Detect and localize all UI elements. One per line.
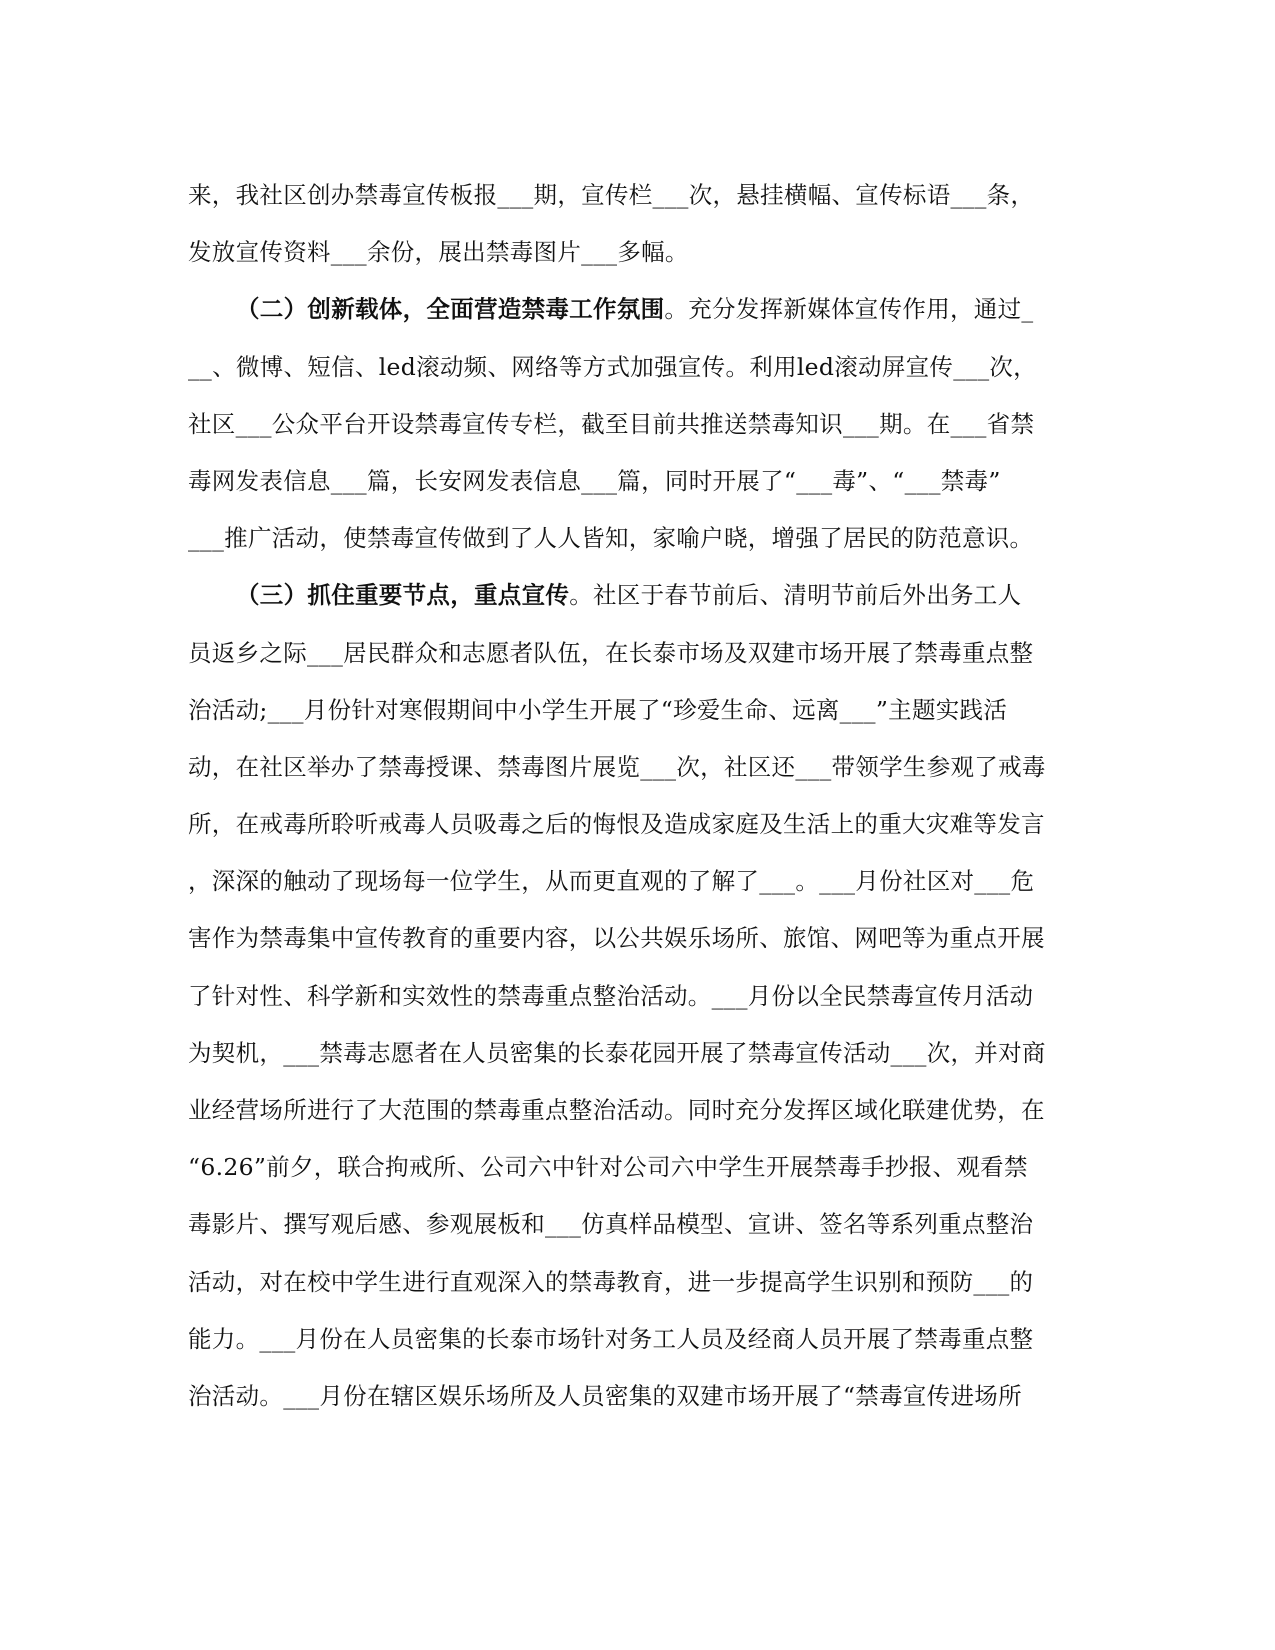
text-line: 能力。___月份在人员密集的长泰市场针对务工人员及经商人员开展了禁毒重点整 [188,1324,1034,1353]
text-line: 治活动;___月份针对寒假期间中小学生开展了“珍爱生命、远离___”主题实践活 [188,695,1008,724]
text-line: 所，在戒毒所聆听戒毒人员吸毒之后的悔恨及造成家庭及生活上的重大灾难等发言 [188,810,1045,839]
text-line: 员返乡之际___居民群众和志愿者队伍，在长泰市场及双建市场开展了禁毒重点整 [188,638,1034,667]
text-line: 害作为禁毒集中宣传教育的重要内容，以公共娱乐场所、旅馆、网吧等为重点开展 [188,924,1045,953]
section-3-text: 。社区于春节前后、清明节前后外出务工人 [569,581,1022,610]
text-line: 治活动。___月份在辖区娱乐场所及人员密集的双建市场开展了“禁毒宣传进场所 [188,1381,1022,1410]
section-3-heading: （三）抓住重要节点，重点宣传 [236,581,570,610]
text-line: 活动，对在校中学生进行直观深入的禁毒教育，进一步提高学生识别和预防___的 [188,1267,1034,1296]
section-2-heading: （二）创新载体，全面营造禁毒工作氛围 [236,295,665,324]
text-line: __、微博、短信、led滚动频、网络等方式加强宣传。利用led滚动屏宣传___次， [188,352,1037,381]
text-line: 来，我社区创办禁毒宣传板报___期，宣传栏___次，悬挂横幅、宣传标语___条， [188,181,1035,209]
text-line: “6.26”前夕，联合拘戒所、公司六中针对公司六中学生开展禁毒手抄报、观看禁 [188,1153,1028,1182]
text-line: 发放宣传资料___余份，展出禁毒图片___多幅。 [188,238,689,267]
text-line: 动，在社区举办了禁毒授课、禁毒图片展览___次，社区还___带领学生参观了戒毒 [188,752,1046,781]
document-body [188,167,1088,1425]
text-line: 业经营场所进行了大范围的禁毒重点整治活动。同时充分发挥区域化联建优势，在 [188,1096,1045,1124]
text-line: 为契机，___禁毒志愿者在人员密集的长泰花园开展了禁毒宣传活动___次，并对商 [188,1038,1046,1067]
text-line: 毒网发表信息___篇，长安网发表信息___篇，同时开展了“___毒”、“___禁毒” [188,466,1001,495]
section-2-text: 。充分发挥新媒体宣传作用，通过_ [664,295,1034,324]
text-line: 毒影片、撰写观后感、参观展板和___仿真样品模型、宣讲、签名等系列重点整治 [188,1210,1034,1239]
text-line: ，深深的触动了现场每一位学生，从而更直观的了解了___。___月份社区对___危 [188,867,1035,896]
section-2-line [188,281,1088,338]
text-line: 了针对性、科学新和实效性的禁毒重点整治活动。___月份以全民禁毒宣传月活动 [188,981,1034,1010]
text-line: 社区___公众平台开设禁毒宣传专栏，截至目前共推送禁毒知识___期。在___省禁 [188,409,1035,438]
section-3-line [188,567,1088,624]
text-line: ___推广活动，使禁毒宣传做到了人人皆知，家喻户晓，增强了居民的防范意识。 [188,524,1034,553]
